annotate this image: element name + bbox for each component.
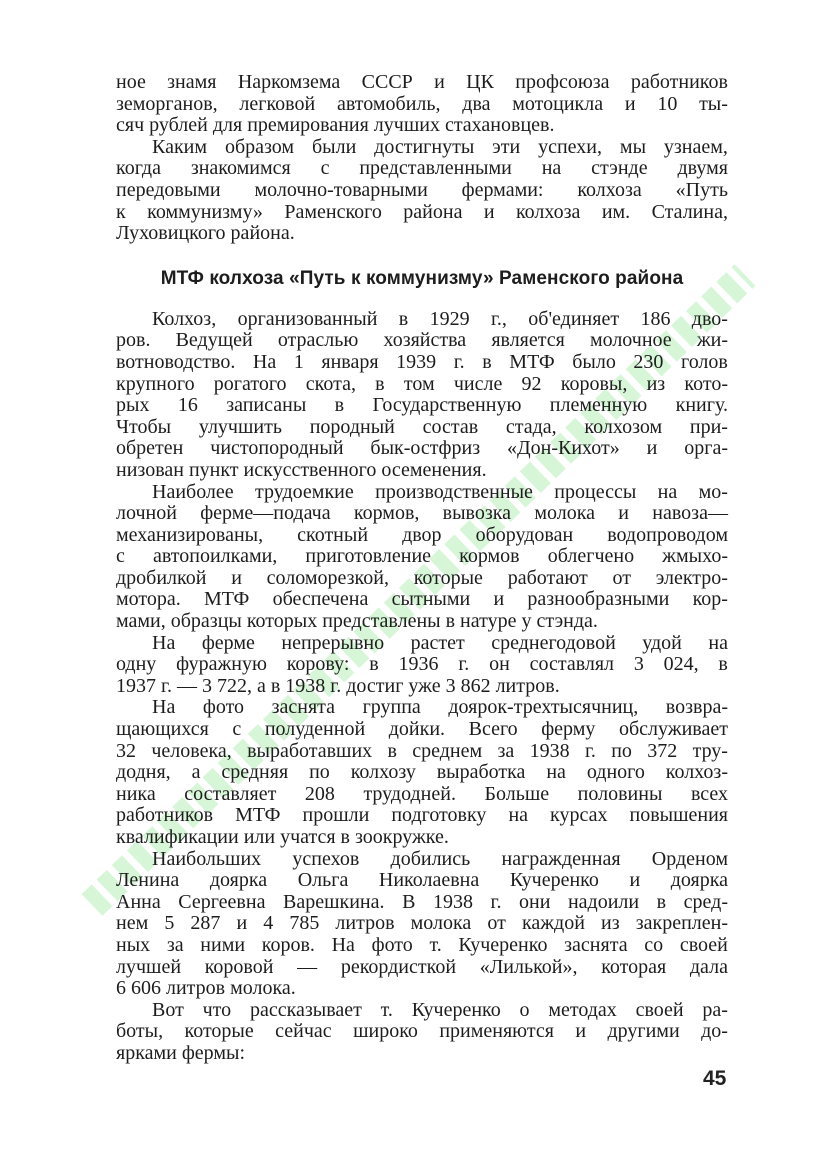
paragraph: [116, 697, 728, 848]
text-line: мотора. МТФ обеспечена сытными и разнообразными кор-: [116, 588, 728, 611]
text-line: Колхоз, организованный в 1929 г., об'единяет 186 дво-: [152, 307, 728, 330]
text-line: лучшей коровой — рекордисткой «Лилькой», которая дала: [116, 955, 728, 978]
text-line: Чтобы улучшить породный состав стада, колхозом при-: [116, 415, 728, 438]
section-body: [116, 309, 728, 1065]
text-line: квалификации или учатся в зоокружке.: [116, 826, 449, 848]
paragraph: [116, 633, 728, 698]
text-line: Вот что рассказывает т. Кучеренко о методах своей ра-: [152, 998, 728, 1021]
text-line: На фото заснята группа доярок-трехтысячниц, возвра-: [152, 696, 728, 719]
text-line: механизированы, скотный двор оборудован водопроводом: [116, 523, 728, 546]
paragraph: [116, 309, 728, 482]
paragraph: [116, 137, 728, 245]
text-line: работников МТФ прошли подготовку на курсах повышения: [116, 804, 728, 827]
text-line: земорганов, легковой автомобиль, два мотоцикла и 10 ты-: [116, 92, 728, 115]
text-line: ных за ними коров. На фото т. Кучеренко заснята со своей: [116, 933, 728, 956]
text-line: одну фуражную корову: в 1936 г. он составлял 3 024, в: [116, 653, 728, 676]
text-line: 1937 г. — 3 722, а в 1938 г. достиг уже 3 862 литров.: [116, 674, 560, 697]
paragraph: [116, 482, 728, 633]
text-line: лочной ферме—подача кормов, вывозка молока и навоза—: [116, 502, 728, 525]
text-line: 32 человека, выработавших в среднем за 1938 г. по 372 тру-: [116, 739, 728, 762]
text-line: передовыми молочно-товарными фермами: колхоза «Путь: [116, 178, 728, 201]
text-line: Луховицкого района.: [116, 222, 295, 245]
text-line: Наиболее трудоемкие производственные процессы на мо-: [152, 480, 728, 503]
text-line: рых 16 записаны в Государственную племенную книгу.: [116, 394, 728, 417]
text-line: вотноводство. На 1 января 1939 г. в МТФ было 230 голов: [116, 350, 728, 373]
section-heading: МТФ колхоза «Путь к коммунизму» Раменского района: [160, 267, 684, 289]
text-line: когда знакомимся с представленными на стэнде двумя: [116, 157, 728, 180]
paragraph: [116, 1000, 728, 1065]
text-line: Ленина доярка Ольга Николаевна Кучеренко и доярка: [116, 869, 728, 892]
text-line: ярками фермы:: [116, 1041, 246, 1064]
text-line: На ферме непрерывно растет среднегодовой удой на: [152, 631, 728, 654]
text-line: с автопоилками, приготовление кормов облегчено жмыхо-: [116, 545, 728, 568]
text-line: крупного рогатого скота, в том числе 92 коровы, из кото-: [116, 372, 728, 395]
text-line: Наибольших успехов добились награжденная Орденом: [152, 847, 728, 870]
paragraph: [116, 72, 728, 137]
page-number: 45: [703, 1067, 727, 1090]
text-line: ное знамя Наркомзема СССР и ЦК профсоюза работников: [116, 71, 728, 93]
text-line: 6 606 литров молока.: [116, 977, 296, 1000]
text-line: сяч рублей для премирования лучших стахановцев.: [116, 114, 555, 137]
text-line: обретен чистопородный бык-остфриз «Дон-Кихот» и орга-: [116, 437, 728, 460]
text-line: Каким образом были достигнуты эти успехи, мы узнаем,: [152, 135, 728, 158]
text-line: нем 5 287 и 4 785 литров молока от каждой из закреплен-: [116, 912, 728, 935]
intro-block: [116, 72, 728, 245]
paragraph: [116, 849, 728, 1000]
text-line: к коммунизму» Раменского района и колхоза им. Сталина,: [116, 200, 728, 223]
text-line: щающихся с полуденной дойки. Всего ферму обслуживает: [116, 718, 728, 741]
text-line: додня, а средняя по колхозу выработка на одного колхоз-: [116, 761, 728, 784]
text-line: мами, образцы которых представлены в натуре у стэнда.: [116, 610, 598, 633]
text-line: низован пункт искусственного осеменения.: [116, 458, 487, 481]
text-line: ника составляет 208 трудодней. Больше половины всех: [116, 782, 728, 805]
page-text: [116, 72, 728, 1065]
text-line: Анна Сергеевна Варешкина. В 1938 г. они надоили в сред-: [116, 890, 728, 913]
text-line: дробилкой и соломорезкой, которые работают от электро-: [116, 566, 728, 589]
text-line: ров. Ведущей отраслью хозяйства является молочное жи-: [116, 329, 728, 352]
text-line: боты, которые сейчас широко применяются и другими до-: [116, 1020, 728, 1043]
